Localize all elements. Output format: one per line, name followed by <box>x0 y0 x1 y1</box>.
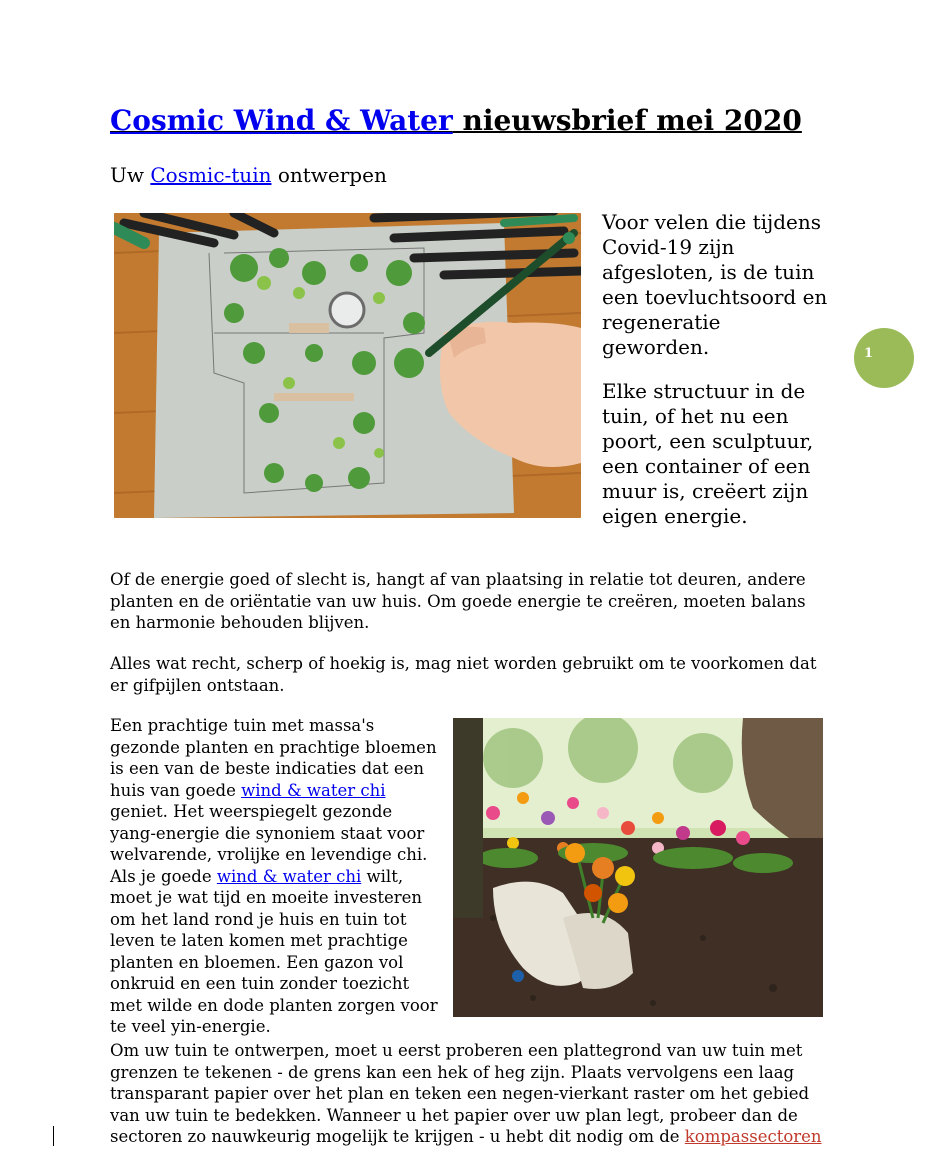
subtitle-post: ontwerpen <box>271 163 387 187</box>
newsletter-title <box>110 104 802 137</box>
subtitle-pre: Uw <box>110 163 151 187</box>
sidebar-paragraph-2: Elke structuur in de tuin, of het nu een poort, een sculptuur, een container of een muur is, creëert zijn eigen energie. <box>602 379 814 528</box>
paragraph-3-text-b: geniet. Het weerspiegelt gezonde yang-energie die synoniem staat voor welvarende, vrolijke en levendige chi. Als je goede <box>110 802 428 886</box>
title-rest: nieuwsbrief mei 2020 <box>462 104 802 137</box>
garden-plan-image <box>114 213 581 518</box>
paragraph-1: Of de energie goed of slecht is, hangt af van plaatsing in relatie tot deuren, andere planten en de oriëntatie van uw huis. Om goede energie te creëren, moeten balans en harmonie behouden blijven. <box>110 570 806 632</box>
paragraph-3-text-c: wilt, moet je wat tijd en moeite investeren om het land rond je huis en tuin tot leven te laten komen met prachtige planten en bloemen. Een gazon vol onkruid en een tuin zonder toezicht met wilde en dode planten zorgen voor te veel yin-energie. <box>110 866 438 1036</box>
paragraph-2: Alles wat recht, scherp of hoekig is, mag niet worden gebruikt om te voorkomen dat er gifpijlen ontstaan. <box>110 654 817 695</box>
paragraph-3 <box>110 715 440 1038</box>
paragraph-4-text: Om uw tuin te ontwerpen, moet u eerst proberen een plattegrond van uw tuin met grenzen te tekenen - de grens kan een hek of heg zijn. Plaats vervolgens een laag transparant papier over het plan en teken een negen-vierkant raster om het gebied van uw tuin te bedekken. Wanneer u het papier over uw plan legt, probeer dan de sectoren zo nauwkeurig mogelijk te krijgen - u hebt dit nodig om de <box>110 1041 810 1146</box>
wind-water-chi-link-2[interactable]: wind & water chi <box>216 866 362 886</box>
paragraph-3-text-a: Een prachtige tuin met massa's gezonde planten en prachtige bloemen is een van de beste indicaties dat een huis van goede <box>110 716 437 800</box>
text-cursor <box>53 1126 54 1146</box>
wind-water-chi-link-1[interactable]: wind & water chi <box>241 780 386 800</box>
sidebar-paragraph-1: Voor velen die tijdens Covid-19 zijn afgesloten, is de tuin een toevluchtsoord en regeneratie geworden. <box>602 210 828 359</box>
subtitle <box>110 163 387 187</box>
page-number: 1 <box>864 346 874 361</box>
subtitle-link[interactable]: Cosmic-tuin <box>150 163 272 187</box>
title-link[interactable]: Cosmic Wind & Water <box>110 104 453 137</box>
sidebar-text <box>602 210 832 548</box>
planting-flowers-image <box>453 718 823 1017</box>
kompassectoren-link[interactable]: kompassectoren <box>684 1127 822 1146</box>
paragraph-4 <box>110 1040 830 1148</box>
page-number-badge <box>854 328 914 388</box>
